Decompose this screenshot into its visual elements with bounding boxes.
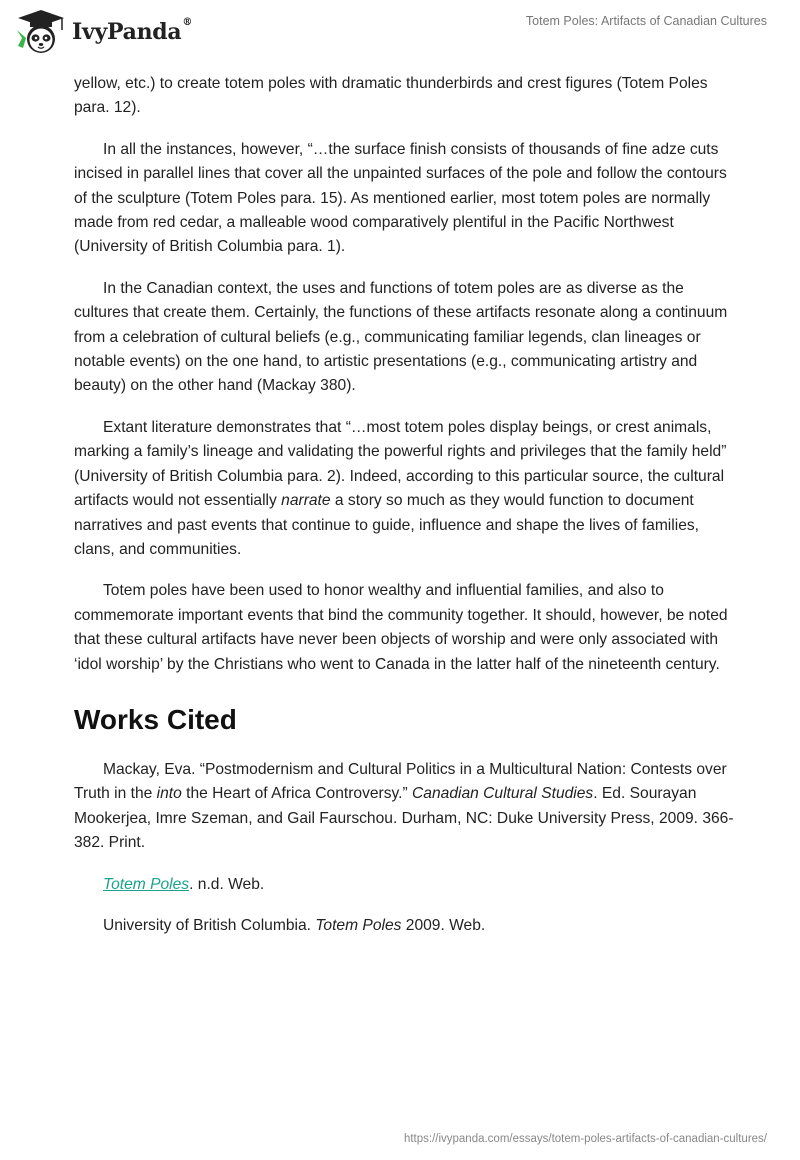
paragraph: In the Canadian context, the uses and functions of totem poles are as diverse as the cultures that create them. Certainly, the functions of these artifacts resonate along a continuum from a celebration of cultural beliefs (e.g., communicating familiar legends, clan lineages or notable events) on the one hand, to artistic presentations (e.g., communicating artistry and beauty) on the other hand (Mackay 380). [74,279,728,395]
citation-link[interactable]: Totem Poles [103,875,190,893]
panda-graduate-icon [14,8,68,56]
citation-entry: Mackay, Eva. “Postmodernism and Cultural Politics in a Multicultural Nation: Contests over Truth in the into the Heart of Africa Controversy.” Canadian Cultural Studies. Ed. Sourayan Mookerjea, Imre Szeman, and Gail Faurschou. Durham, NC: Duke University Press, 2009. 366-382. Print. [74,760,734,852]
works-cited-heading: Works Cited [74,703,237,735]
logo-text: IvyPanda® [72,17,193,45]
citation-entry: Totem Poles. n.d. Web. [103,875,265,893]
citation-entry: University of British Columbia. Totem Poles 2009. Web. [103,916,486,934]
site-logo[interactable] [14,8,192,56]
source-url: https://ivypanda.com/essays/totem-poles-artifacts-of-canadian-cultures/ [403,1133,767,1145]
document-title: Totem Poles: Artifacts of Canadian Cultures [525,14,767,28]
paragraph: Extant literature demonstrates that “…most totem poles display beings, or crest animals, marking a family’s lineage and validating the powerful rights and privileges that the family held” (University of British Columbia para. 2). Indeed, according to this particular source, the cultural artifacts would not essentially narrate a story so much as they would function to document narratives and past events that continue to guide, influence and shape the lives of families, clans, and communities. [74,418,727,558]
paragraph: In all the instances, however, “…the surface finish consists of thousands of fine adze cuts incised in parallel lines that cover all the unpainted surfaces of the pole and follow the contours of the sculpture (Totem Poles para. 15). As mentioned earlier, most totem poles are normally made from red cedar, a malleable wood comparatively plentiful in the Pacific Northwest (University of British Columbia para. 1). [74,140,727,256]
essay-body [74,72,734,955]
paragraph: yellow, etc.) to create totem poles with dramatic thunderbirds and crest figures (Totem Poles para. 12). [74,75,708,117]
page-header [0,0,800,60]
paragraph: Totem poles have been used to honor wealthy and influential families, and also to commemorate important events that bind the community together. It should, however, be noted that these cultural artifacts have never been objects of worship and were only associated with ‘idol worship’ by the Christians who went to Canada in the latter half of the nineteenth century. [74,582,728,673]
